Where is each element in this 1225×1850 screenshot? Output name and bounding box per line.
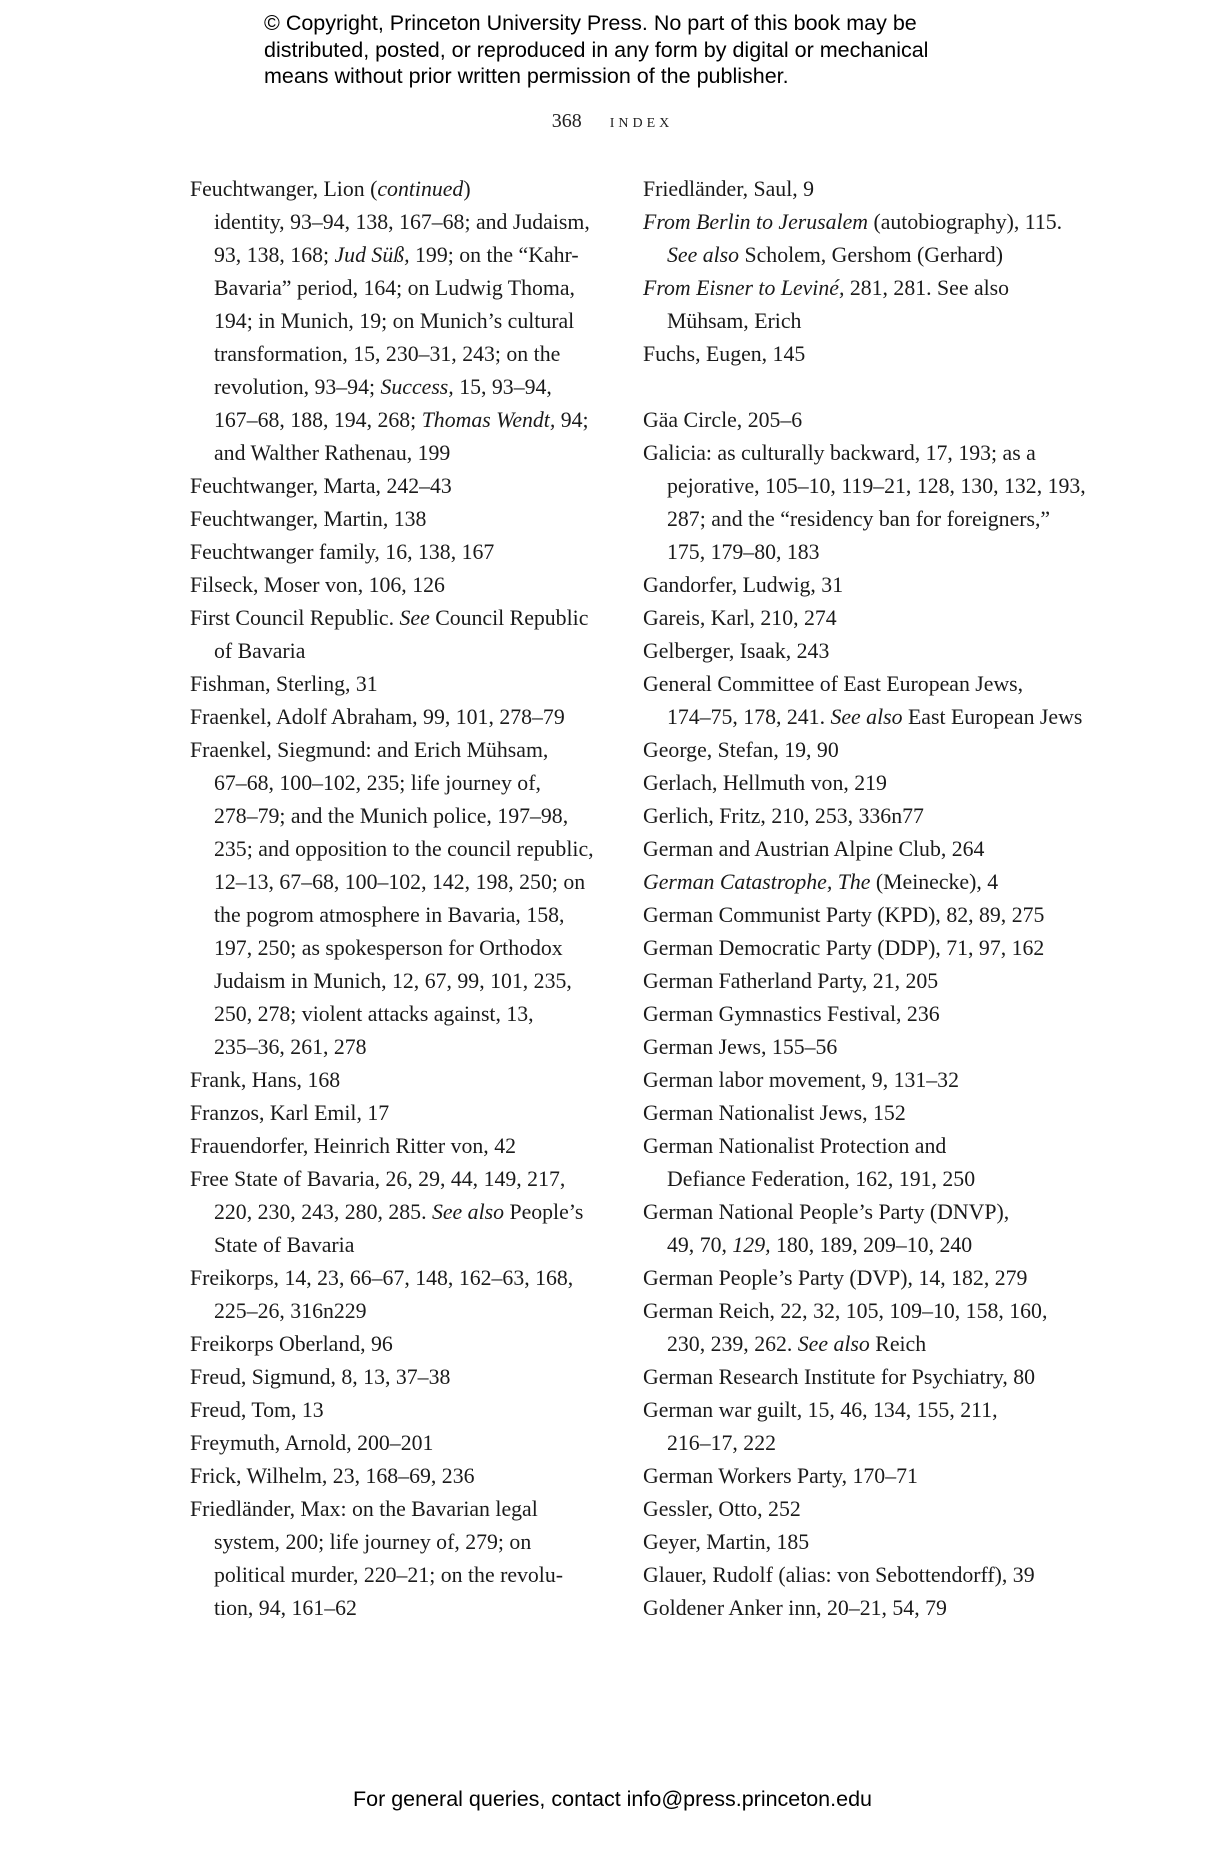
index-section-break	[643, 371, 1083, 404]
entry-text: the pogrom atmosphere in Bavaria, 158,	[214, 903, 565, 927]
index-entry	[643, 404, 1083, 437]
index-entry	[190, 173, 625, 206]
entry-text: First Council Republic.	[190, 606, 400, 630]
entry-text: Feuchtwanger, Martin, 138	[190, 507, 427, 531]
index-entry	[643, 734, 1083, 767]
index-subentry-line	[190, 239, 625, 272]
index-entry	[643, 800, 1083, 833]
entry-text: 278–79; and the Munich police, 197–98,	[214, 804, 569, 828]
index-entry	[190, 536, 625, 569]
index-entry	[190, 701, 625, 734]
index-subentry-line	[190, 404, 625, 437]
entry-text: Scholem, Gershom (Gerhard)	[739, 243, 1003, 267]
entry-text: 12–13, 67–68, 100–102, 142, 198, 250; on	[214, 870, 586, 894]
entry-text: Gerlich, Fritz, 210, 253, 336n77	[643, 804, 924, 828]
index-subentry-line	[190, 272, 625, 305]
entry-text: Fraenkel, Siegmund: and Erich Mühsam,	[190, 738, 549, 762]
entry-text: 216–17, 222	[667, 1431, 776, 1455]
entry-text: 220, 230, 243, 280, 285.	[214, 1200, 432, 1224]
index-entry	[643, 338, 1083, 371]
entry-text: Feuchtwanger, Lion (	[190, 177, 378, 201]
entry-text: German Reich, 22, 32, 105, 109–10, 158, 160,	[643, 1299, 1048, 1323]
index-subentry-line	[190, 206, 625, 239]
entry-text: Gelberger, Isaak, 243	[643, 639, 830, 663]
index-subentry-line	[190, 932, 625, 965]
index-entry	[643, 1394, 1083, 1427]
index-entry	[190, 602, 625, 635]
entry-text: )	[463, 177, 471, 201]
entry-text: Fishman, Sterling, 31	[190, 672, 378, 696]
entry-text: Freud, Tom, 13	[190, 1398, 324, 1422]
entry-text: George, Stefan, 19, 90	[643, 738, 839, 762]
index-entry	[190, 1064, 625, 1097]
entry-text: system, 200; life journey of, 279; on	[214, 1530, 532, 1554]
index-entry	[190, 569, 625, 602]
index-subentry-line	[190, 338, 625, 371]
entry-text: Feuchtwanger family, 16, 138, 167	[190, 540, 495, 564]
entry-text: East European Jews	[902, 705, 1083, 729]
index-entry	[643, 569, 1083, 602]
entry-text: 194; in Munich, 19; on Munich’s cultural	[214, 309, 575, 333]
entry-text: Gäa Circle, 205–6	[643, 408, 803, 432]
entry-text: Filseck, Moser von, 106, 126	[190, 573, 445, 597]
copyright-notice	[264, 10, 1024, 90]
entry-text: 199; on the “Kahr-	[409, 243, 579, 267]
entry-text: (Meinecke), 4	[870, 870, 999, 894]
entry-text: Gerlach, Hellmuth von, 219	[643, 771, 887, 795]
index-entry	[190, 1460, 625, 1493]
entry-text: Frank, Hans, 168	[190, 1068, 341, 1092]
entry-text: Council Republic	[429, 606, 589, 630]
index-column-left	[190, 173, 625, 1625]
entry-text: 94;	[555, 408, 589, 432]
entry-text: Reich	[869, 1332, 927, 1356]
index-subentry-line	[190, 1295, 625, 1328]
index-subentry-line	[643, 701, 1083, 734]
index-entry	[643, 1493, 1083, 1526]
entry-text: Defiance Federation, 162, 191, 250	[667, 1167, 976, 1191]
entry-text: German Nationalist Jews, 152	[643, 1101, 906, 1125]
index-entry	[190, 1427, 625, 1460]
index-entry	[643, 437, 1083, 470]
entry-text: political murder, 220–21; on the revolu-	[214, 1563, 564, 1587]
page-number: 368	[551, 110, 582, 132]
index-subentry-line	[190, 965, 625, 998]
entry-text: German Workers Party, 170–71	[643, 1464, 918, 1488]
entry-text: German Communist Party (KPD), 82, 89, 275	[643, 903, 1045, 927]
entry-text: Galicia: as culturally backward, 17, 193; as a	[643, 441, 1036, 465]
index-subentry-line	[190, 1559, 625, 1592]
entry-text: State of Bavaria	[214, 1233, 355, 1257]
entry-text: 281, 281. See also	[844, 276, 1010, 300]
index-entry	[190, 1130, 625, 1163]
italic-text: 129,	[732, 1233, 771, 1257]
index-entry	[643, 998, 1083, 1031]
entry-text: Friedländer, Max: on the Bavarian legal	[190, 1497, 538, 1521]
index-entry	[190, 1394, 625, 1427]
index-entry	[643, 1460, 1083, 1493]
index-subentry-line	[190, 866, 625, 899]
italic-text: See also	[797, 1332, 870, 1356]
entry-text: transformation, 15, 230–31, 243; on the	[214, 342, 561, 366]
index-entry	[643, 1196, 1083, 1229]
entry-text: Gandorfer, Ludwig, 31	[643, 573, 844, 597]
entry-text: 93, 138, 168;	[214, 243, 335, 267]
index-entry	[643, 206, 1083, 239]
index-subentry-line	[190, 635, 625, 668]
index-entry	[643, 767, 1083, 800]
index-subentry-line	[190, 899, 625, 932]
index-subentry-line	[190, 1526, 625, 1559]
index-entry	[190, 1097, 625, 1130]
index-entry	[643, 1361, 1083, 1394]
entry-text: German People’s Party (DVP), 14, 182, 279	[643, 1266, 1028, 1290]
copyright-line: means without prior written permission of the publisher.	[264, 64, 789, 88]
copyright-line: © Copyright, Princeton University Press. No part of this book may be	[264, 11, 917, 35]
entry-text: Freikorps, 14, 23, 66–67, 148, 162–63, 168,	[190, 1266, 574, 1290]
entry-text: Frauendorfer, Heinrich Ritter von, 42	[190, 1134, 516, 1158]
index-entry	[643, 635, 1083, 668]
index-entry	[190, 503, 625, 536]
index-entry	[190, 734, 625, 767]
index-entry	[643, 272, 1083, 305]
entry-text: Goldener Anker inn, 20–21, 54, 79	[643, 1596, 947, 1620]
entry-text: Freymuth, Arnold, 200–201	[190, 1431, 434, 1455]
index-subentry-line	[643, 305, 1083, 338]
entry-text: German war guilt, 15, 46, 134, 155, 211,	[643, 1398, 998, 1422]
index-entry	[643, 833, 1083, 866]
index-entry	[190, 1262, 625, 1295]
entry-text: German National People’s Party (DNVP),	[643, 1200, 1010, 1224]
entry-text: German Jews, 155–56	[643, 1035, 838, 1059]
index-subentry-line	[190, 833, 625, 866]
footer-contact: For general queries, contact info@press.princeton.edu	[352, 1787, 872, 1811]
index-entry	[643, 1592, 1083, 1625]
italic-text: Jud Süß,	[334, 243, 410, 267]
index-entry	[643, 965, 1083, 998]
entry-text: 287; and the “residency ban for foreigners,”	[667, 507, 1051, 531]
entry-text: Gareis, Karl, 210, 274	[643, 606, 837, 630]
entry-text: German and Austrian Alpine Club, 264	[643, 837, 985, 861]
index-subentry-line	[190, 1229, 625, 1262]
entry-text: Feuchtwanger, Marta, 242–43	[190, 474, 452, 498]
entry-text: German Nationalist Protection and	[643, 1134, 947, 1158]
index-entry	[643, 1295, 1083, 1328]
entry-text: Friedländer, Saul, 9	[643, 177, 815, 201]
index-entry	[190, 1328, 625, 1361]
entry-text: 250, 278; violent attacks against, 13,	[214, 1002, 534, 1026]
entry-text: revolution, 93–94;	[214, 375, 381, 399]
entry-text: 167–68, 188, 194, 268;	[214, 408, 422, 432]
entry-text: German Democratic Party (DDP), 71, 97, 162	[643, 936, 1045, 960]
index-subentry-line	[643, 470, 1086, 503]
entry-text: Fuchs, Eugen, 145	[643, 342, 806, 366]
index-entry	[643, 1097, 1083, 1130]
entry-text: 180, 189, 209–10, 240	[770, 1233, 973, 1257]
entry-text: and Walther Rathenau, 199	[214, 441, 451, 465]
running-head	[0, 110, 1225, 133]
index-subentry-line	[643, 503, 1083, 536]
index-entry	[190, 668, 625, 701]
entry-text: Judaism in Munich, 12, 67, 99, 101, 235,	[214, 969, 572, 993]
entry-text: 235–36, 261, 278	[214, 1035, 367, 1059]
entry-text: German labor movement, 9, 131–32	[643, 1068, 959, 1092]
entry-text: People’s	[504, 1200, 584, 1224]
index-subentry-line	[190, 371, 625, 404]
entry-text: German Research Institute for Psychiatry, 80	[643, 1365, 1036, 1389]
index-subentry-line	[190, 437, 625, 470]
entry-text: identity, 93–94, 138, 167–68; and Judaism,	[214, 210, 590, 234]
entry-text: Bavaria” period, 164; on Ludwig Thoma,	[214, 276, 575, 300]
entry-text: 197, 250; as spokesperson for Orthodox	[214, 936, 563, 960]
entry-text: Fraenkel, Adolf Abraham, 99, 101, 278–79	[190, 705, 565, 729]
italic-text: From Berlin to Jerusalem	[643, 210, 868, 234]
entry-text: of Bavaria	[214, 639, 306, 663]
index-entry	[643, 602, 1083, 635]
italic-text: Success,	[380, 375, 454, 399]
entry-text: Frick, Wilhelm, 23, 168–69, 236	[190, 1464, 475, 1488]
italic-text: See also	[830, 705, 903, 729]
index-subentry-line	[190, 1196, 625, 1229]
italic-text: continued	[377, 177, 464, 201]
index-entry	[643, 1526, 1083, 1559]
italic-text: See also	[431, 1200, 505, 1224]
index-entry	[643, 1064, 1083, 1097]
entry-text: 15, 93–94,	[453, 375, 552, 399]
italic-text: See	[399, 606, 430, 630]
entry-text: 49, 70,	[667, 1233, 733, 1257]
copyright-line: distributed, posted, or reproduced in any form by digital or mechanical	[264, 37, 929, 62]
index-entry	[643, 866, 1083, 899]
entry-text: Freud, Sigmund, 8, 13, 37–38	[190, 1365, 451, 1389]
italic-text: Thomas Wendt,	[421, 408, 556, 432]
entry-text: Franzos, Karl Emil, 17	[190, 1101, 390, 1125]
entry-text: German Fatherland Party, 21, 205	[643, 969, 939, 993]
index-subentry-line	[190, 998, 625, 1031]
index-entry	[643, 668, 1083, 701]
italic-text: German Catastrophe, The	[643, 870, 871, 894]
index-subentry-line	[643, 536, 1083, 569]
italic-text: From Eisner to Leviné,	[643, 276, 845, 300]
index-subentry-line	[643, 1229, 1083, 1262]
entry-text: pejorative, 105–10, 119–21, 128, 130, 132, 193,	[667, 474, 1086, 498]
index-entry	[643, 1031, 1083, 1064]
entry-text: 225–26, 316n229	[214, 1299, 367, 1323]
index-column-right	[643, 173, 1086, 1625]
index-entry	[643, 932, 1083, 965]
entry-text: (autobiography), 115.	[868, 210, 1063, 234]
section-title: index	[609, 110, 674, 132]
entry-text: Gessler, Otto, 252	[643, 1497, 801, 1521]
index-entry	[190, 1361, 625, 1394]
index-entry	[643, 1559, 1083, 1592]
index-subentry-line	[643, 1427, 1083, 1460]
entry-text: Mühsam, Erich	[667, 309, 802, 333]
index-subentry-line	[643, 1328, 1083, 1361]
entry-text: 230, 239, 262.	[667, 1332, 798, 1356]
index-entry	[643, 1262, 1083, 1295]
entry-text: Glauer, Rudolf (alias: von Sebottendorff), 39	[643, 1563, 1035, 1587]
index-subentry-line	[190, 800, 625, 833]
entry-text: General Committee of East European Jews,	[643, 672, 1024, 696]
italic-text: See also	[667, 243, 740, 267]
entry-text: Free State of Bavaria, 26, 29, 44, 149, 217,	[190, 1167, 566, 1191]
index-subentry-line	[190, 1031, 625, 1064]
index-entry	[643, 1130, 1083, 1163]
index-entry	[643, 899, 1083, 932]
entry-text: tion, 94, 161–62	[214, 1596, 357, 1620]
index-subentry-line	[643, 239, 1083, 272]
index-entry	[190, 1163, 625, 1196]
entry-text: 67–68, 100–102, 235; life journey of,	[214, 771, 541, 795]
entry-text: Geyer, Martin, 185	[643, 1530, 810, 1554]
index-subentry-line	[190, 1592, 625, 1625]
entry-text: 235; and opposition to the council republic,	[214, 837, 594, 861]
index-subentry-line	[643, 1163, 1083, 1196]
entry-text: German Gymnastics Festival, 236	[643, 1002, 940, 1026]
index-entry	[643, 173, 1083, 206]
index-entry	[190, 470, 625, 503]
entry-text: Freikorps Oberland, 96	[190, 1332, 393, 1356]
index-subentry-line	[190, 305, 625, 338]
entry-text: 175, 179–80, 183	[667, 540, 820, 564]
index-subentry-line	[190, 767, 625, 800]
index-entry	[190, 1493, 625, 1526]
entry-text: 174–75, 178, 241.	[667, 705, 831, 729]
